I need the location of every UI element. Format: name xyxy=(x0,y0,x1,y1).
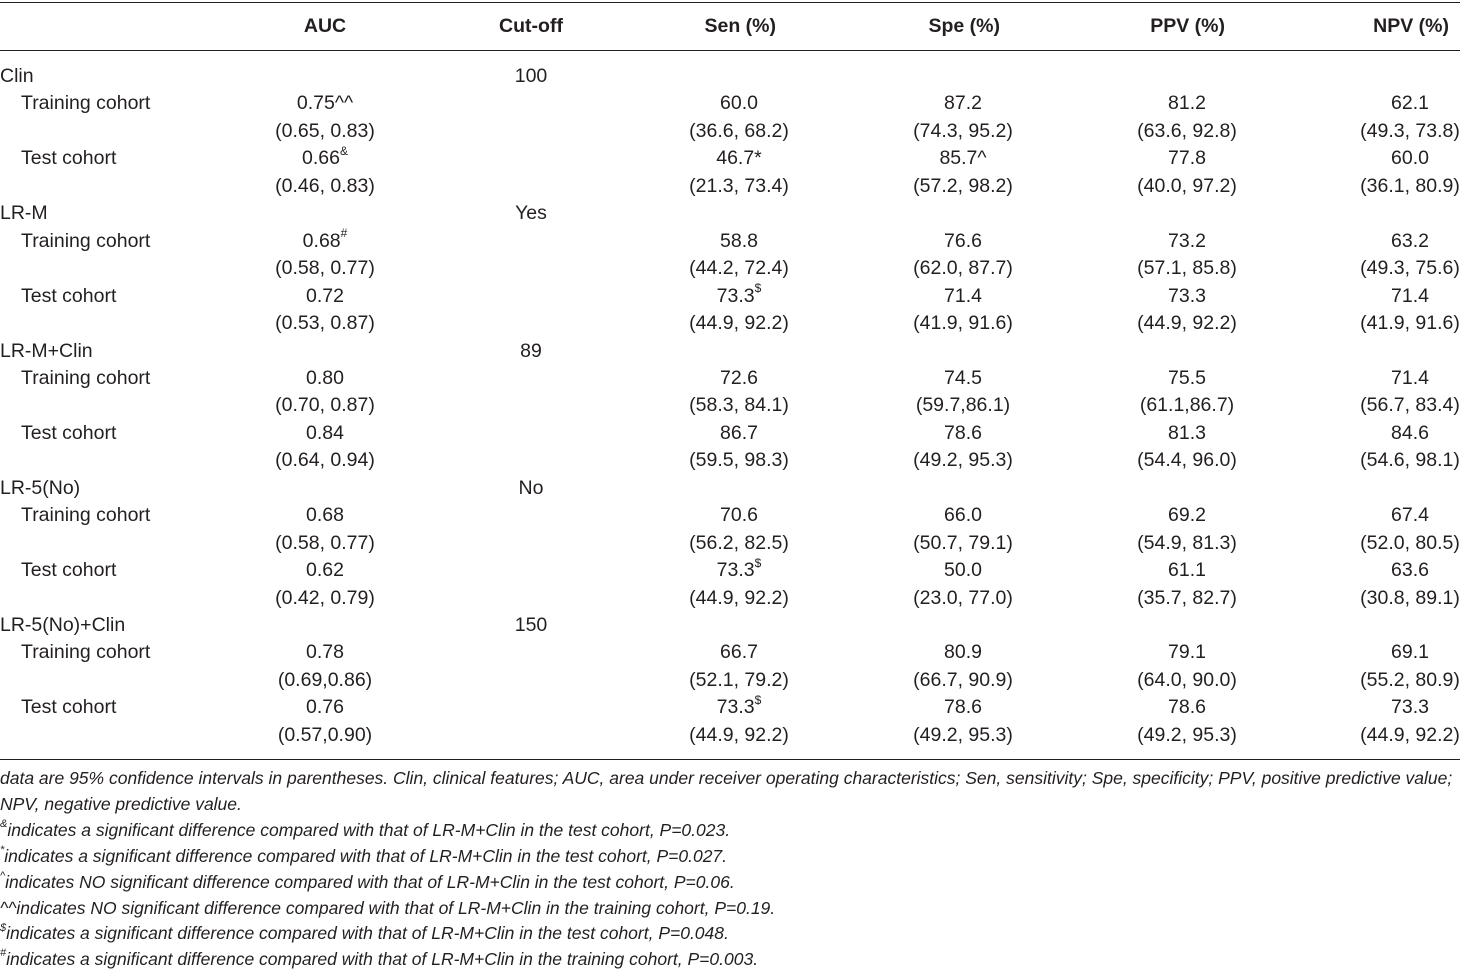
row-label: Training cohort xyxy=(21,504,151,527)
superscript-mark: # xyxy=(340,226,348,241)
npv-ci: (36.1, 80.9) xyxy=(1360,174,1460,197)
footnote-text: NPV, negative predictive value. xyxy=(0,793,242,814)
footnote xyxy=(0,871,735,893)
spe-value: 74.5 xyxy=(944,366,982,389)
npv-ci: (49.3, 73.8) xyxy=(1360,119,1460,142)
spe-ci: (49.2, 95.3) xyxy=(913,449,1013,472)
spe-value: 80.9 xyxy=(944,641,982,664)
cutoff-value: 100 xyxy=(514,65,548,87)
column-header: Spe (%) xyxy=(928,15,1000,37)
row-label: Test cohort xyxy=(21,284,117,307)
sen-value: 73.3$ xyxy=(716,555,762,582)
sen-ci: (44.2, 72.4) xyxy=(689,257,789,280)
sen-ci: (44.9, 92.2) xyxy=(689,586,789,609)
sen-value: 73.3$ xyxy=(716,281,762,307)
ppv-value: 75.5 xyxy=(1168,366,1206,389)
spe-ci: (49.2, 95.3) xyxy=(913,723,1013,746)
npv-value: 71.4 xyxy=(1391,284,1429,307)
ppv-value: 73.2 xyxy=(1168,229,1206,252)
column-header: PPV (%) xyxy=(1150,15,1225,37)
npv-value: 71.4 xyxy=(1391,366,1429,389)
sen-value: 58.8 xyxy=(720,229,758,252)
superscript-mark: $ xyxy=(754,555,762,570)
npv-value: 60.0 xyxy=(1391,147,1429,170)
row-label: Training cohort xyxy=(21,92,151,115)
sen-ci: (36.6, 68.2) xyxy=(689,119,789,142)
footnote xyxy=(0,767,1452,789)
column-header: AUC xyxy=(303,15,347,37)
footnote-text: indicates a significant difference compared with that of LR-M+Clin in the test cohort, P=0.027. xyxy=(4,845,728,866)
ppv-ci: (54.4, 96.0) xyxy=(1137,449,1237,472)
sen-value: 86.7 xyxy=(720,421,758,444)
ppv-value: 79.1 xyxy=(1168,641,1206,664)
npv-value: 62.1 xyxy=(1391,92,1429,115)
group-label: LR-M+Clin xyxy=(0,339,93,362)
sen-ci: (21.3, 73.4) xyxy=(689,174,789,197)
auc-ci: (0.58, 0.77) xyxy=(275,531,375,554)
auc-ci: (0.57,0.90) xyxy=(277,723,373,746)
group-label: LR-M xyxy=(0,202,48,225)
npv-ci: (49.3, 75.6) xyxy=(1360,257,1460,280)
ppv-value: 69.2 xyxy=(1168,504,1206,527)
auc-ci: (0.46, 0.83) xyxy=(275,174,375,197)
sen-value: 46.7* xyxy=(716,147,762,170)
spe-ci: (23.0, 77.0) xyxy=(913,586,1013,609)
npv-ci: (55.2, 80.9) xyxy=(1360,668,1460,691)
group-label: LR-5(No)+Clin xyxy=(0,614,126,636)
footnote-text: indicates a significant difference compared with that of LR-M+Clin in the test cohort, P=0.048. xyxy=(6,923,729,944)
group-label: LR-5(No) xyxy=(0,476,81,499)
spe-value: 87.2 xyxy=(944,92,982,115)
auc-value: 0.75^^ xyxy=(296,92,354,115)
table-top-rule xyxy=(0,2,1460,3)
spe-value: 66.0 xyxy=(944,504,982,527)
auc-value: 0.62 xyxy=(306,559,344,582)
footnote xyxy=(0,819,730,841)
cutoff-value: No xyxy=(518,476,544,499)
ppv-ci: (40.0, 97.2) xyxy=(1137,174,1237,197)
row-label: Training cohort xyxy=(21,366,151,389)
auc-ci: (0.58, 0.77) xyxy=(275,257,375,280)
footnote xyxy=(0,845,727,867)
ppv-ci: (54.9, 81.3) xyxy=(1137,531,1237,554)
row-label: Training cohort xyxy=(21,641,151,664)
footnote xyxy=(0,948,758,970)
spe-ci: (57.2, 98.2) xyxy=(913,174,1013,197)
row-label: Test cohort xyxy=(21,696,117,719)
footnote-symbol: $ xyxy=(0,921,7,934)
table-header-rule xyxy=(0,50,1460,51)
npv-value: 84.6 xyxy=(1391,421,1429,444)
sen-value: 60.0 xyxy=(720,92,758,115)
auc-ci: (0.70, 0.87) xyxy=(275,394,375,417)
auc-value: 0.84 xyxy=(306,421,344,444)
column-header: Sen (%) xyxy=(704,15,776,37)
ppv-ci: (63.6, 92.8) xyxy=(1137,119,1237,142)
spe-ci: (50.7, 79.1) xyxy=(913,531,1013,554)
auc-ci: (0.65, 0.83) xyxy=(275,119,375,142)
ppv-ci: (44.9, 92.2) xyxy=(1137,312,1237,335)
spe-value: 50.0 xyxy=(944,559,982,582)
npv-ci: (30.8, 89.1) xyxy=(1360,586,1460,609)
column-header: NPV (%) xyxy=(1373,15,1449,37)
row-label: Test cohort xyxy=(21,421,117,444)
sen-value: 72.6 xyxy=(720,366,758,389)
sen-ci: (44.9, 92.2) xyxy=(689,312,789,335)
ppv-value: 78.6 xyxy=(1168,696,1206,719)
npv-ci: (54.6, 98.1) xyxy=(1360,449,1460,472)
footnote-text: indicates a significant difference compared with that of LR-M+Clin in the test cohort, P=0.023. xyxy=(7,819,731,840)
footnote xyxy=(0,922,729,944)
npv-value: 63.6 xyxy=(1391,559,1429,582)
ppv-ci: (35.7, 82.7) xyxy=(1137,586,1237,609)
sen-value: 66.7 xyxy=(720,641,758,664)
npv-ci: (52.0, 80.5) xyxy=(1360,531,1460,554)
spe-ci: (66.7, 90.9) xyxy=(913,668,1013,691)
spe-value: 76.6 xyxy=(944,229,982,252)
auc-value: 0.66& xyxy=(302,143,348,170)
auc-ci: (0.53, 0.87) xyxy=(275,312,375,335)
superscript-mark: $ xyxy=(754,692,762,707)
ppv-value: 81.2 xyxy=(1168,92,1206,115)
spe-ci: (74.3, 95.2) xyxy=(913,119,1013,142)
spe-ci: (41.9, 91.6) xyxy=(913,312,1013,335)
ppv-ci: (64.0, 90.0) xyxy=(1137,668,1237,691)
auc-value: 0.76 xyxy=(306,696,344,719)
sen-ci: (59.5, 98.3) xyxy=(689,449,789,472)
footnote-symbol: # xyxy=(0,947,7,960)
ppv-value: 61.1 xyxy=(1168,559,1206,582)
footnote-symbol: ^ xyxy=(0,869,6,882)
auc-ci: (0.42, 0.79) xyxy=(275,586,375,609)
footnote xyxy=(0,897,775,919)
auc-ci: (0.69,0.86) xyxy=(277,668,373,691)
npv-value: 69.1 xyxy=(1391,641,1429,664)
row-label: Test cohort xyxy=(21,559,117,582)
ppv-ci: (61.1,86.7) xyxy=(1139,394,1235,417)
sen-ci: (44.9, 92.2) xyxy=(689,723,789,746)
npv-ci: (41.9, 91.6) xyxy=(1360,312,1460,335)
auc-value: 0.68 xyxy=(306,504,344,527)
footnote-symbol: * xyxy=(0,843,5,856)
ppv-value: 81.3 xyxy=(1168,421,1206,444)
npv-ci: (56.7, 83.4) xyxy=(1360,394,1460,417)
ppv-ci: (57.1, 85.8) xyxy=(1137,257,1237,280)
row-label: Training cohort xyxy=(21,229,151,252)
sen-ci: (56.2, 82.5) xyxy=(689,531,789,554)
npv-value: 67.4 xyxy=(1391,504,1429,527)
spe-value: 78.6 xyxy=(944,696,982,719)
auc-ci: (0.64, 0.94) xyxy=(275,449,375,472)
ppv-value: 77.8 xyxy=(1168,147,1206,170)
footnote-text: indicates a significant difference compared with that of LR-M+Clin in the training cohort, P=0.003. xyxy=(6,949,759,970)
spe-value: 71.4 xyxy=(944,284,982,307)
footnote xyxy=(0,793,242,815)
sen-ci: (52.1, 79.2) xyxy=(689,668,789,691)
spe-ci: (62.0, 87.7) xyxy=(913,257,1013,280)
auc-value: 0.78 xyxy=(306,641,344,664)
cutoff-value: 89 xyxy=(520,339,542,362)
group-label: Clin xyxy=(0,65,34,87)
column-header: Cut-off xyxy=(499,15,563,37)
ppv-value: 73.3 xyxy=(1168,284,1206,307)
npv-value: 73.3 xyxy=(1391,696,1429,719)
sen-ci: (58.3, 84.1) xyxy=(689,394,789,417)
sen-value: 73.3$ xyxy=(716,692,762,719)
table-bottom-rule xyxy=(0,759,1460,760)
spe-value: 85.7^ xyxy=(939,147,987,170)
sen-value: 70.6 xyxy=(720,504,758,527)
spe-ci: (59.7,86.1) xyxy=(915,394,1011,417)
spe-value: 78.6 xyxy=(944,421,982,444)
footnote-symbol: & xyxy=(0,817,8,830)
auc-value: 0.72 xyxy=(306,284,344,307)
footnote-text: ^^indicates NO significant difference compared with that of LR-M+Clin in the training cohort, P=0.19. xyxy=(0,897,776,918)
row-label: Test cohort xyxy=(21,147,117,170)
npv-ci: (44.9, 92.2) xyxy=(1360,723,1460,746)
ppv-ci: (49.2, 95.3) xyxy=(1137,723,1237,746)
auc-value: 0.68# xyxy=(302,226,348,252)
npv-value: 63.2 xyxy=(1391,229,1429,252)
auc-value: 0.80 xyxy=(306,366,344,389)
footnote-text: indicates NO significant difference compared with that of LR-M+Clin in the test cohort, P=0.06. xyxy=(5,871,735,892)
cutoff-value: 150 xyxy=(514,614,548,636)
footnote-text: data are 95% confidence intervals in parentheses. Clin, clinical features; AUC, area under receiver operating characteristics; Sen, sensitivity; Spe, specificity; PPV, positive predictive value; xyxy=(0,768,1453,788)
superscript-mark: & xyxy=(339,143,348,158)
cutoff-value: Yes xyxy=(515,202,547,225)
superscript-mark: $ xyxy=(754,281,762,296)
